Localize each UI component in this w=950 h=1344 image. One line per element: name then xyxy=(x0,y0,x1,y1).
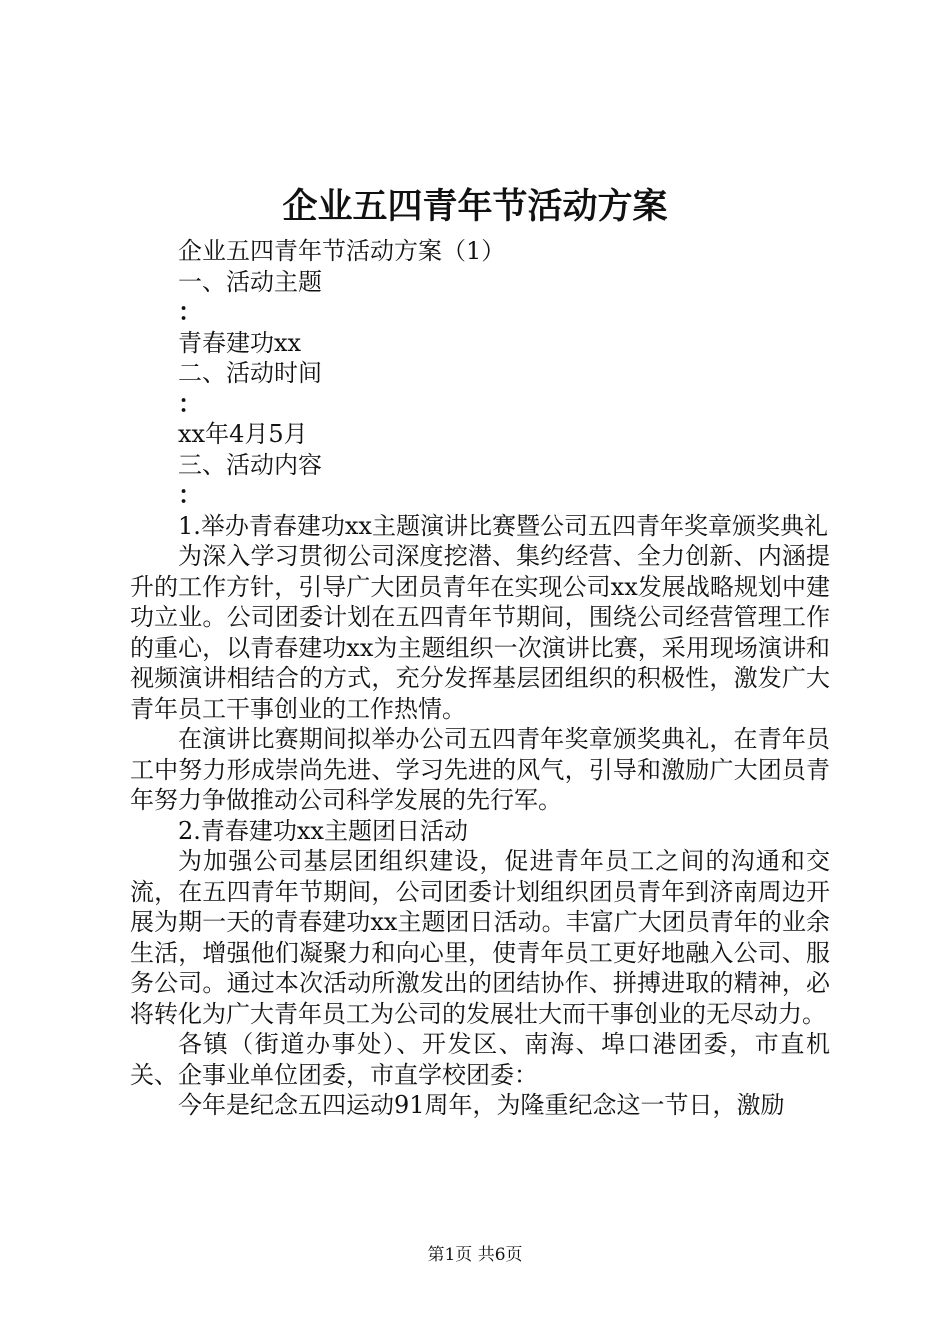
section3-colon: ： xyxy=(178,480,202,509)
address-paragraph: 各镇（街道办事处）、开发区、南海、埠口港团委，市直机关、企事业单位团委，市直学校团委： xyxy=(130,1030,830,1089)
item1-title: 1.举办青春建功xx主题演讲比赛暨公司五四青年奖章颁奖典礼 xyxy=(178,511,828,540)
section1-value: 青春建功xx xyxy=(178,328,302,357)
document-body xyxy=(130,236,830,1121)
section3-heading: 三、活动内容 xyxy=(178,450,322,479)
item2-title: 2.青春建功xx主题团日活动 xyxy=(178,816,468,845)
section1-heading: 一、活动主题 xyxy=(178,267,322,296)
item2-paragraph-1: 为加强公司基层团组织建设，促进青年员工之间的沟通和交流，在五四青年节期间，公司团委计划组织团员青年到济南周边开展为期一天的青春建功xx主题团日活动。丰富广大团员青年的业余生活，增强他们凝聚力和向心里，使青年员工更好地融入公司、服务公司。通过本次活动所激发出的团结协作、拼搏进取的精神，必将转化为广大青年员工为公司的发展壮大而干事创业的无尽动力。 xyxy=(130,847,830,1028)
last-paragraph: 今年是纪念五四运动91周年，为隆重纪念这一节日，激励 xyxy=(178,1091,785,1119)
section1-colon: ： xyxy=(178,297,202,326)
item1-paragraph-2: 在演讲比赛期间拟举办公司五四青年奖章颁奖典礼，在青年员工中努力形成崇尚先进、学习先进的风气，引导和激励广大团员青年努力争做推动公司科学发展的先行军。 xyxy=(130,725,830,814)
item1-paragraph-1: 为深入学习贯彻公司深度挖潜、集约经营、全力创新、内涵提升的工作方针，引导广大团员青年在实现公司xx发展战略规划中建功立业。公司团委计划在五四青年节期间，围绕公司经营管理工作的重心，以青春建功xx为主题组织一次演讲比赛，采用现场演讲和视频演讲相结合的方式，充分发挥基层团组织的积极性，激发广大青年员工干事创业的工作热情。 xyxy=(130,542,830,723)
section2-colon: ： xyxy=(178,388,202,418)
doc-subtitle: 企业五四青年节活动方案（1） xyxy=(178,237,506,265)
page-footer: 第1页 共6页 xyxy=(427,1245,523,1265)
section2-heading: 二、活动时间 xyxy=(178,359,322,387)
section2-value: xx年4月5月 xyxy=(178,420,308,448)
document-title: 企业五四青年节活动方案 xyxy=(282,186,668,227)
